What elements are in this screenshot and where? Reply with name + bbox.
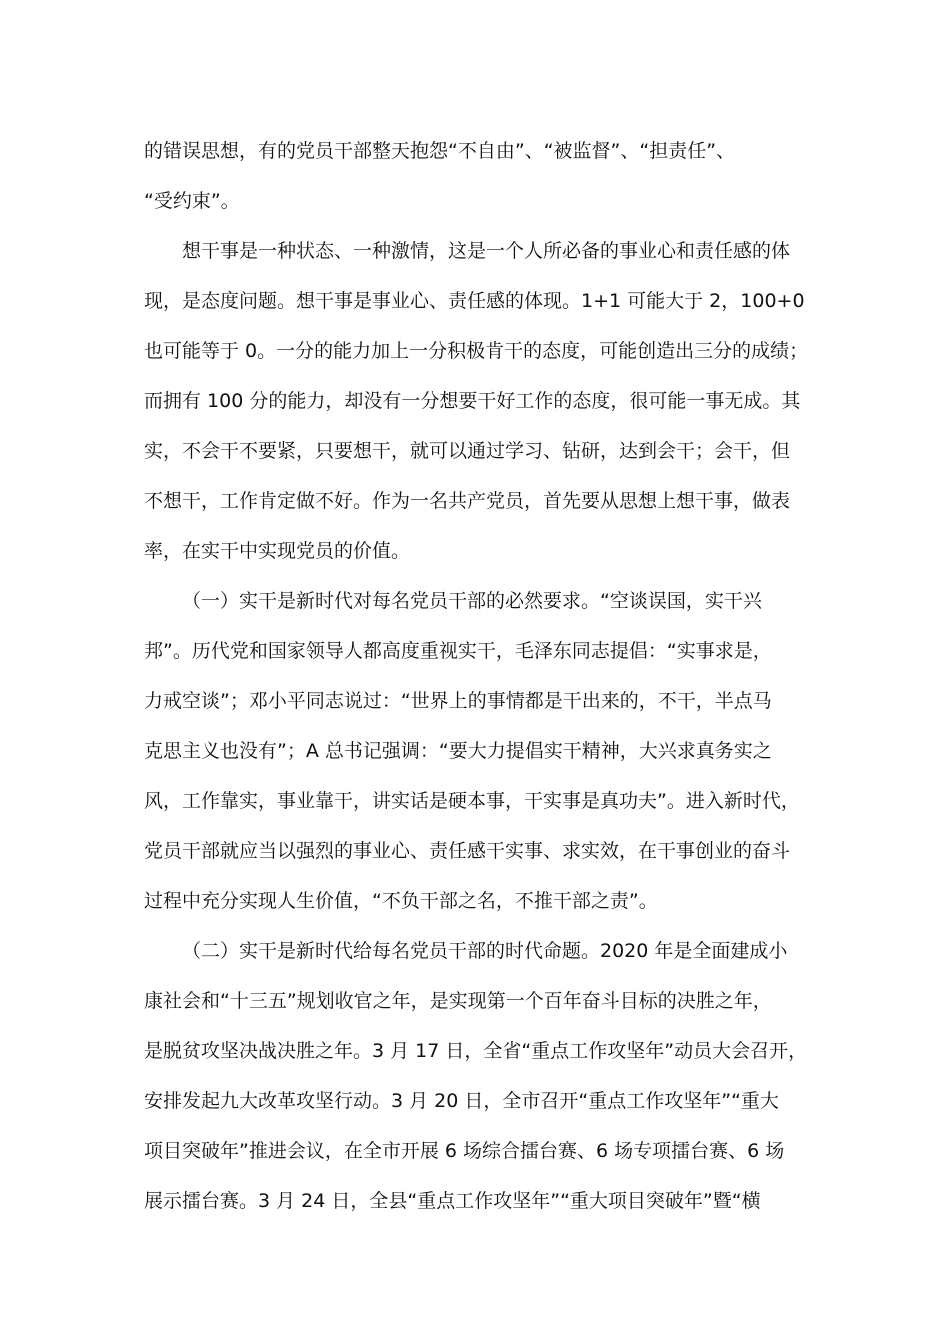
text-line: 党员干部就应当以强烈的事业心、责任感干实事、求实效，在干事创业的奋斗 bbox=[144, 840, 791, 862]
text-line: 风，工作靠实，事业靠干，讲实话是硬本事，干实事是真功夫”。进入新时代， bbox=[144, 790, 800, 812]
text-line: 率，在实干中实现党员的价值。 bbox=[144, 540, 411, 562]
text-line: 实，不会干不要紧，只要想干，就可以通过学习、钻研，达到会干；会干，但 bbox=[144, 440, 791, 462]
text-line: “受约束”。 bbox=[144, 190, 240, 212]
text-line: 现，是态度问题。想干事是事业心、责任感的体现。1+1 可能大于 2，100+0 bbox=[144, 290, 805, 312]
text-line: 邦”。历代党和国家领导人都高度重视实干，毛泽东同志提倡：“实事求是， bbox=[144, 640, 772, 662]
text-line: 力戒空谈”；邓小平同志说过：“世界上的事情都是干出来的，不干，半点马 bbox=[144, 690, 772, 712]
text-line: （一）实干是新时代对每名党员干部的必然要求。“空谈误国，实干兴 bbox=[182, 590, 762, 612]
text-line: 康社会和“十三五”规划收官之年，是实现第一个百年奋斗目标的决胜之年， bbox=[144, 990, 772, 1012]
text-line: 安排发起九大改革攻坚行动。3 月 20 日，全市召开“重点工作攻坚年”“重大 bbox=[144, 1090, 779, 1112]
text-line: 展示擂台赛。3 月 24 日，全县“重点工作攻坚年”“重大项目突破年”暨“横 bbox=[144, 1190, 761, 1212]
text-line: 也可能等于 0。一分的能力加上一分积极肯干的态度，可能创造出三分的成绩； bbox=[144, 340, 809, 362]
text-line: 是脱贫攻坚决战决胜之年。3 月 17 日，全省“重点工作攻坚年”动员大会召开， bbox=[144, 1040, 808, 1062]
text-line: 的错误思想，有的党员干部整天抱怨“不自由”、“被监督”、“担责任”、 bbox=[144, 140, 736, 162]
text-line: 不想干，工作肯定做不好。作为一名共产党员，首先要从思想上想干事，做表 bbox=[144, 490, 791, 512]
text-line: 过程中充分实现人生价值，“不负干部之名，不推干部之责”。 bbox=[144, 890, 658, 912]
text-line: 想干事是一种状态、一种激情，这是一个人所必备的事业心和责任感的体 bbox=[182, 240, 791, 262]
text-line: 而拥有 100 分的能力，却没有一分想要干好工作的态度，很可能一事无成。其 bbox=[144, 390, 801, 412]
text-line: 克思主义也没有”；A 总书记强调：“要大力提倡实干精神，大兴求真务实之 bbox=[144, 740, 772, 762]
text-line: （二）实干是新时代给每名党员干部的时代命题。2020 年是全面建成小 bbox=[182, 940, 788, 962]
text-line: 项目突破年”推进会议，在全市开展 6 场综合擂台赛、6 场专项擂台赛、6 场 bbox=[144, 1140, 785, 1162]
